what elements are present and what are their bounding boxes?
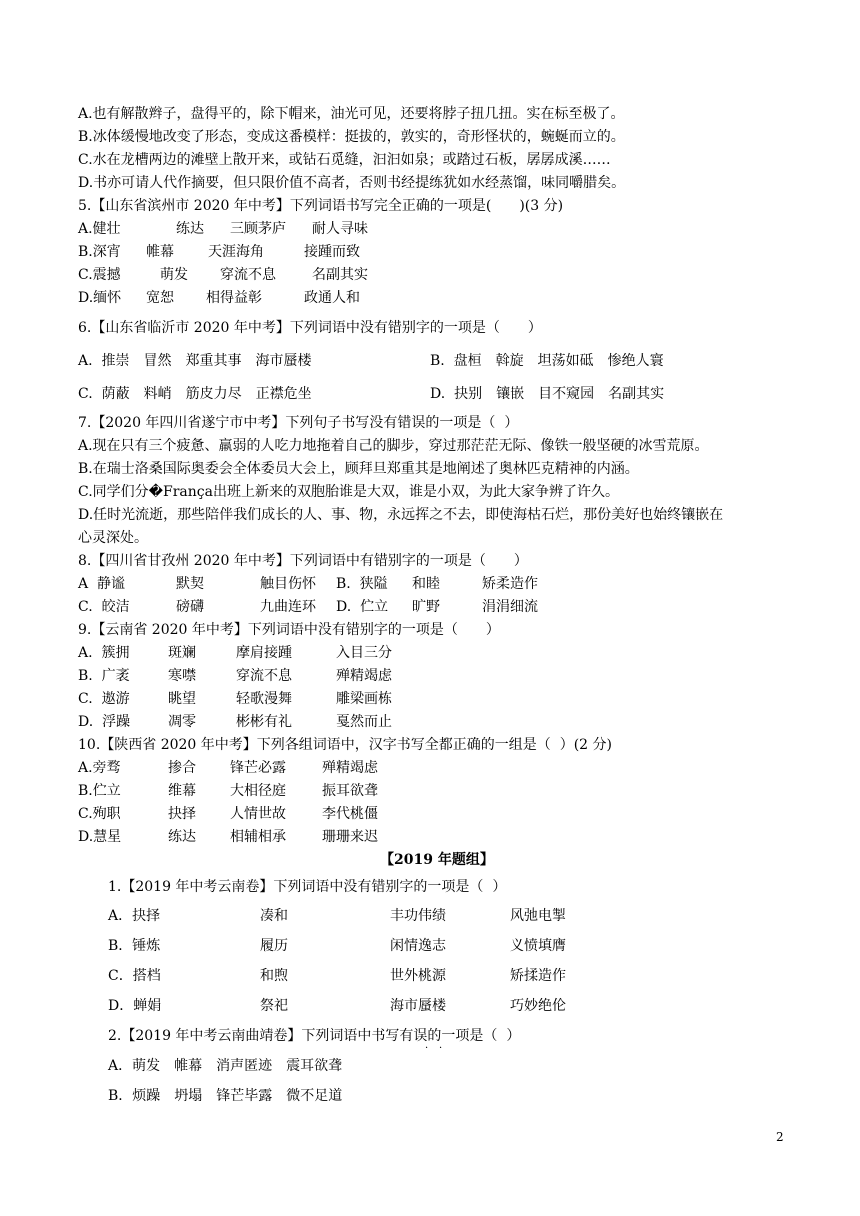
option-word: 练达 <box>176 221 204 237</box>
option-word: 磅礴 <box>176 599 204 615</box>
option-line: C. 荫蔽 料峭 筋皮力尽 正襟危坐 <box>78 386 312 402</box>
option-word: 丰功伟绩 <box>390 908 446 924</box>
option-word: B.伫立 <box>78 783 121 799</box>
option-word: B. 狭隘 <box>336 576 388 592</box>
option-word: 练达 <box>168 829 196 845</box>
option-word: D．蝉娟 <box>108 998 162 1014</box>
option-row <box>78 643 392 663</box>
option-row <box>108 966 566 986</box>
option-word: 默契 <box>176 576 204 592</box>
option-word: 掺合 <box>168 760 196 776</box>
option-word: 义愤填膺 <box>510 938 566 954</box>
option-word: 闲情逸志 <box>390 938 446 954</box>
option-word: 名副其实 <box>312 267 368 283</box>
section-heading: 【2019 年题组】 <box>380 852 494 868</box>
option-row <box>78 804 378 824</box>
option-word: 寒噤 <box>168 668 196 684</box>
option-word: 锋芒必露 <box>230 760 286 776</box>
option-word: 凑和 <box>260 908 288 924</box>
question-10-stem: 10.【陕西省 2020 年中考】下列各组词语中，汉字书写全都正确的一组是（ ）(2 分) <box>78 737 612 753</box>
option-word: C. 皎洁 <box>78 599 130 615</box>
option-word: 戛然而止 <box>336 714 392 730</box>
option-word: 旷野 <box>412 599 440 615</box>
option-line: A. 推崇 冒然 郑重其事 海市蜃楼 <box>78 353 312 369</box>
option-word: 斑斓 <box>168 645 196 661</box>
option-word: 相得益彰 <box>206 290 262 306</box>
option-row <box>78 219 368 239</box>
option-line: D.任时光流逝，那些陪伴我们成长的人、事、物，永远挥之不去，即使海枯石烂，那份美好也始终镶嵌在 <box>78 507 724 523</box>
option-row <box>78 827 378 847</box>
question-8-stem: 8.【四川省甘孜州 2020 年中考】下列词语中有错别字的一项是（ ） <box>78 553 528 569</box>
option-row <box>108 936 566 956</box>
option-word: 矫柔造作 <box>482 576 538 592</box>
option-line: B.在瑞士洛桑国际奥委会全体委员大会上，顾拜旦郑重其是地阐述了奥林匹克精神的内涵。 <box>78 461 639 477</box>
option-word: 眺望 <box>168 691 196 707</box>
option-word: 入目三分 <box>336 645 392 661</box>
emphasis-dot: · <box>425 1043 429 1054</box>
option-word: A.健壮 <box>78 221 121 237</box>
option-line: C.水在龙槽两边的滩壁上散开来，或钻石觅缝，汩汩如泉；或踏过石板，孱孱成溪…… <box>78 152 611 168</box>
option-word: 萌发 <box>160 267 188 283</box>
option-row <box>78 712 392 732</box>
option-row <box>78 666 392 686</box>
option-row <box>108 906 566 926</box>
option-line: A.现在只有三个疲惫、羸弱的人吃力地拖着自己的脚步，穿过那茫茫无际、像铁一般坚硬的冰雪荒原。 <box>78 438 709 454</box>
question-2019-2-stem: 2.【2019 年中考云南曲靖卷】下列词语中书写有误的一项是（ ） <box>108 1028 521 1044</box>
option-word: 穿流不息 <box>220 267 276 283</box>
option-word: 帷幕 <box>146 244 174 260</box>
option-word: D.缅怀 <box>78 290 122 306</box>
option-word: 履历 <box>260 938 288 954</box>
option-word: 维幕 <box>168 783 196 799</box>
option-word: C.震撼 <box>78 267 121 283</box>
option-line: D. 抉别 镶嵌 目不窥园 名副其实 <box>430 386 665 402</box>
option-line: B.冰体缓慢地改变了形态，变成这番模样：挺拔的，敦实的，奇形怪状的，蜿蜒而立的。 <box>78 129 625 145</box>
option-word: A 静谧 <box>78 576 126 592</box>
option-word: 接踵而致 <box>304 244 360 260</box>
option-word: 轻歌漫舞 <box>236 691 292 707</box>
option-word: 相辅相承 <box>230 829 286 845</box>
question-6-stem: 6.【山东省临沂市 2020 年中考】下列词语中没有错别字的一项是（ ） <box>78 320 542 336</box>
option-word: 海市蜃楼 <box>390 998 446 1014</box>
option-word: D.慧星 <box>78 829 122 845</box>
option-word: 宽恕 <box>146 290 174 306</box>
option-word: 摩肩接踵 <box>236 645 292 661</box>
option-word: A．抉择 <box>108 908 161 924</box>
option-row <box>108 996 566 1016</box>
option-word: 九曲连环 <box>260 599 316 615</box>
option-row <box>78 242 360 262</box>
option-word: 李代桃僵 <box>322 806 378 822</box>
option-word: 世外桃源 <box>390 968 446 984</box>
option-line: A．萌发 帷幕 消声匿迹 震耳欲聋 <box>108 1058 343 1074</box>
option-word: B．锤炼 <box>108 938 161 954</box>
option-word: 珊珊来迟 <box>322 829 378 845</box>
option-word: 穿流不息 <box>236 668 292 684</box>
option-line: C.同学们分�França出班上新来的双胞胎谁是大双，谁是小双，为此大家争辨了许久。 <box>78 484 619 500</box>
option-row <box>78 265 368 285</box>
option-line: B. 盘桓 斡旋 坦荡如砥 惨绝人寰 <box>430 353 664 369</box>
option-line: 心灵深处。 <box>78 530 148 546</box>
option-line: D.书亦可请人代作摘要，但只限价值不高者，否则书经提练犹如水经蒸馏，味同嚼腊矣。 <box>78 175 626 191</box>
option-word: 彬彬有礼 <box>236 714 292 730</box>
option-word: D. 浮躁 <box>78 714 131 730</box>
page-number: 2 <box>776 1130 784 1144</box>
question-5-stem: 5.【山东省滨州市 2020 年中考】下列词语书写完全正确的一项是( )(3 分) <box>78 198 564 214</box>
option-word: 触目伤怀 <box>260 576 316 592</box>
option-line: A.也有解散辫子，盘得平的，除下帽来，油光可见，还要将脖子扭几扭。实在标至极了。 <box>78 106 625 122</box>
option-word: 巧妙绝伦 <box>510 998 566 1014</box>
emphasis-dot: · <box>439 1043 443 1054</box>
option-word: 殚精竭虑 <box>336 668 392 684</box>
option-row <box>78 781 378 801</box>
option-word: 矫揉造作 <box>510 968 566 984</box>
option-word: 涓涓细流 <box>482 599 538 615</box>
option-word: A.旁骛 <box>78 760 121 776</box>
option-word: C.殉职 <box>78 806 121 822</box>
option-word: 振耳欲聋 <box>322 783 378 799</box>
option-word: 三顾茅庐 <box>230 221 286 237</box>
option-row <box>78 288 360 308</box>
option-word: 祭祀 <box>260 998 288 1014</box>
question-2019-1-stem: 1.【2019 年中考云南卷】下列词语中没有错别字的一项是（ ） <box>108 879 507 895</box>
option-row <box>78 597 538 617</box>
option-word: C．搭档 <box>108 968 161 984</box>
option-row <box>78 689 392 709</box>
option-word: B.深宵 <box>78 244 121 260</box>
option-word: 和煦 <box>260 968 288 984</box>
question-7-stem: 7.【2020 年四川省遂宁市中考】下列句子书写没有错误的一项是（ ） <box>78 415 519 431</box>
option-row <box>78 574 538 594</box>
option-word: 大相径庭 <box>230 783 286 799</box>
option-word: 耐人寻味 <box>312 221 368 237</box>
option-word: 雕梁画栋 <box>336 691 392 707</box>
option-row <box>78 758 378 778</box>
option-word: 殚精竭虑 <box>322 760 378 776</box>
option-word: A. 簇拥 <box>78 645 130 661</box>
option-word: D. 伫立 <box>336 599 389 615</box>
option-word: C. 遨游 <box>78 691 130 707</box>
option-word: 人情世故 <box>230 806 286 822</box>
option-word: B. 广袤 <box>78 668 130 684</box>
option-line: B．烦躁 坍塌 锋芒毕露 微不足道 <box>108 1088 343 1104</box>
option-word: 抉择 <box>168 806 196 822</box>
option-word: 凋零 <box>168 714 196 730</box>
option-word: 和睦 <box>412 576 440 592</box>
option-word: 政通人和 <box>304 290 360 306</box>
option-word: 风弛电掣 <box>510 908 566 924</box>
question-9-stem: 9.【云南省 2020 年中考】下列词语中没有错别字的一项是（ ） <box>78 622 500 638</box>
option-word: 天涯海角 <box>208 244 264 260</box>
